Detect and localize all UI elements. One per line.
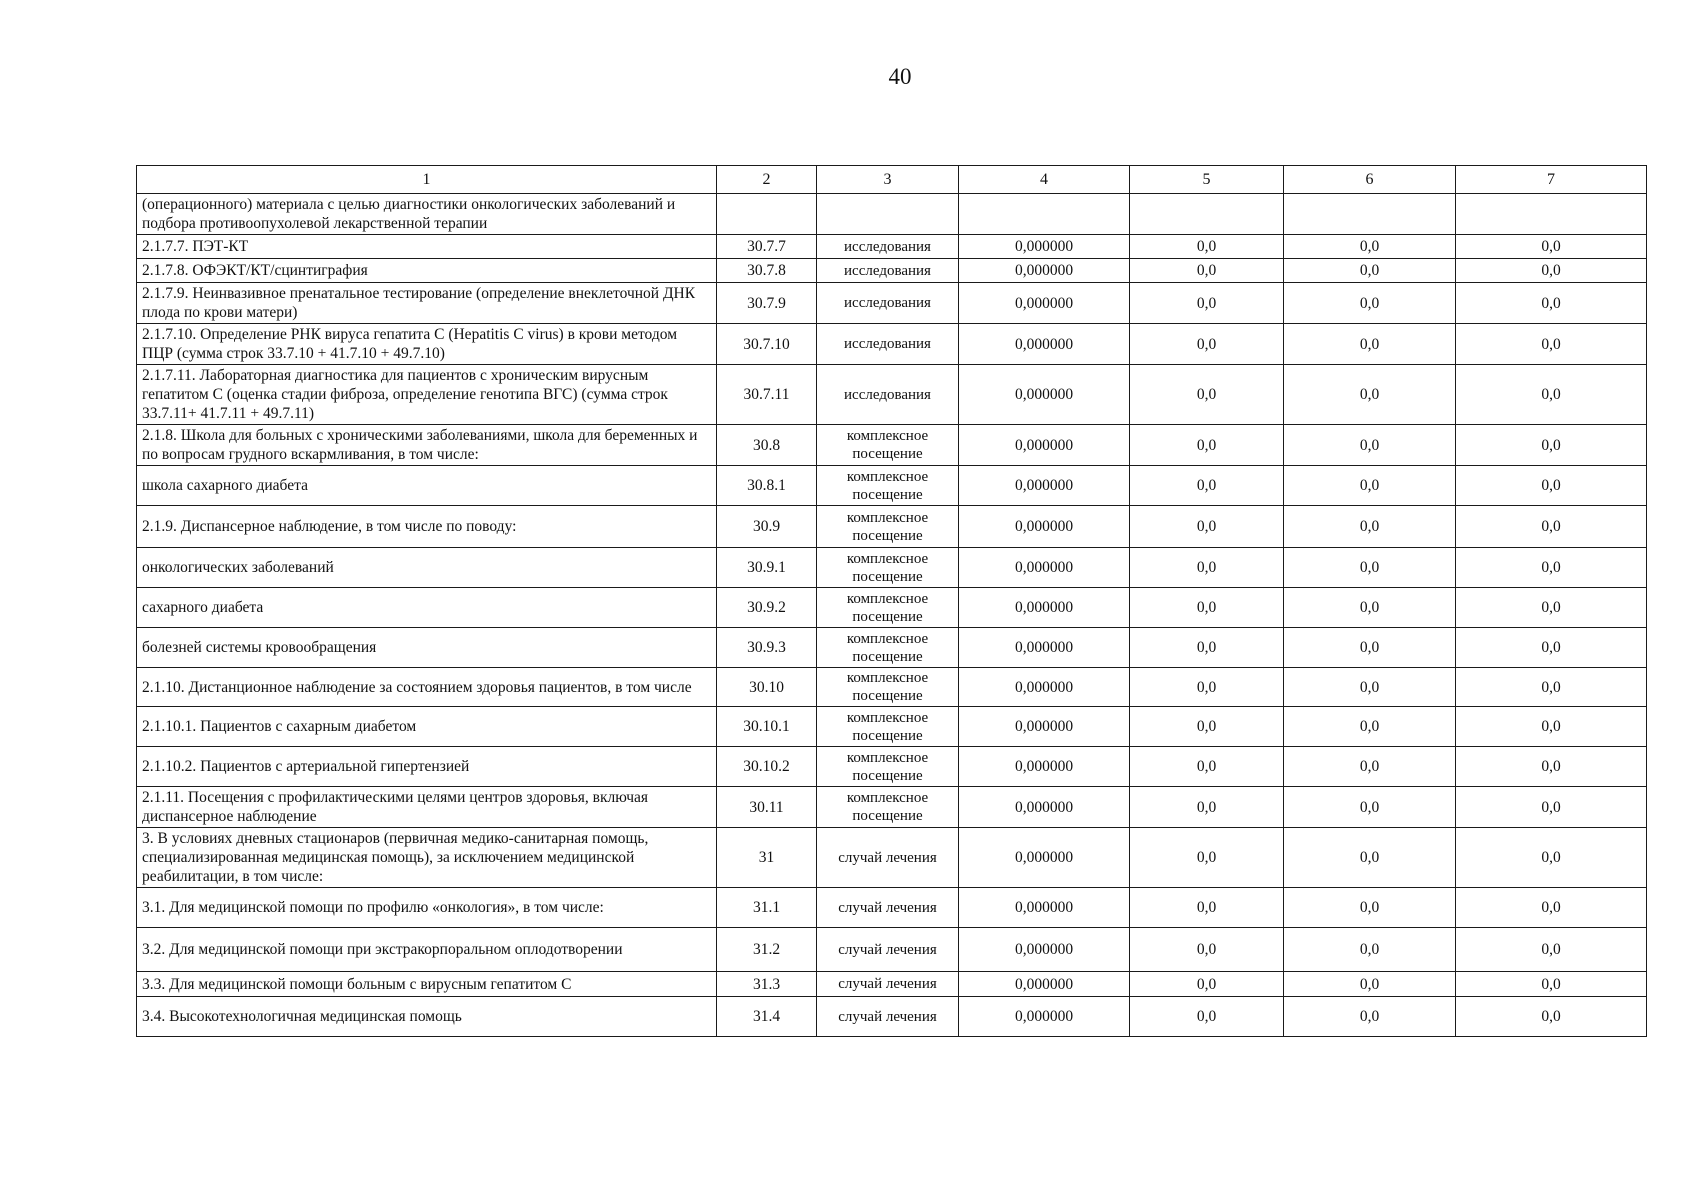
page-number: 40 [888, 64, 912, 89]
row-name-cell: 3.1. Для медицинской помощи по профилю «онкология», в том числе: [137, 888, 717, 928]
table-row [137, 259, 1647, 283]
row-value-col7-cell: 0,0 [1456, 628, 1647, 668]
row-value-col6-cell: 0,0 [1284, 828, 1456, 888]
row-value-col7-cell: 0,0 [1456, 972, 1647, 997]
row-value-col4-cell: 0,000000 [959, 787, 1130, 828]
row-name-cell: школа сахарного диабета [137, 466, 717, 506]
row-unit-cell: случай лечения [817, 928, 959, 972]
table-row [137, 588, 1647, 628]
row-value-col6-cell: 0,0 [1284, 548, 1456, 588]
table-row [137, 365, 1647, 425]
header-cell: 5 [1130, 166, 1284, 194]
row-value-col5-cell: 0,0 [1130, 668, 1284, 707]
row-value-col4-cell: 0,000000 [959, 668, 1130, 707]
row-unit-cell: случай лечения [817, 888, 959, 928]
row-code-cell: 30.7.9 [717, 283, 817, 324]
table-row [137, 997, 1647, 1037]
row-name-cell: 2.1.9. Диспансерное наблюдение, в том числе по поводу: [137, 506, 717, 548]
table-row [137, 235, 1647, 259]
row-name-cell: болезней системы кровообращения [137, 628, 717, 668]
row-value-col7-cell: 0,0 [1456, 425, 1647, 466]
table-row [137, 787, 1647, 828]
row-code-cell: 31.4 [717, 997, 817, 1037]
header-cell: 6 [1284, 166, 1456, 194]
row-value-col6-cell: 0,0 [1284, 324, 1456, 365]
row-value-col7-cell: 0,0 [1456, 548, 1647, 588]
row-value-col6-cell: 0,0 [1284, 235, 1456, 259]
row-code-cell: 30.10 [717, 668, 817, 707]
row-value-col5-cell: 0,0 [1130, 365, 1284, 425]
row-unit-cell: комплексное посещение [817, 466, 959, 506]
table-row [137, 888, 1647, 928]
row-value-col6-cell: 0,0 [1284, 283, 1456, 324]
row-code-cell: 30.7.11 [717, 365, 817, 425]
row-code-cell: 30.10.2 [717, 747, 817, 787]
row-value-col5-cell: 0,0 [1130, 928, 1284, 972]
row-value-col7-cell: 0,0 [1456, 997, 1647, 1037]
row-unit-cell: комплексное посещение [817, 747, 959, 787]
row-value-col7-cell: 0,0 [1456, 888, 1647, 928]
row-value-col5-cell: 0,0 [1130, 425, 1284, 466]
row-value-col6-cell: 0,0 [1284, 747, 1456, 787]
row-code-cell [717, 194, 817, 235]
row-code-cell: 30.7.7 [717, 235, 817, 259]
table-row [137, 628, 1647, 668]
row-value-col5-cell: 0,0 [1130, 888, 1284, 928]
row-value-col5-cell: 0,0 [1130, 506, 1284, 548]
header-cell: 2 [717, 166, 817, 194]
row-value-col6-cell: 0,0 [1284, 425, 1456, 466]
row-code-cell: 31.2 [717, 928, 817, 972]
row-name-cell: 3.2. Для медицинской помощи при экстракорпоральном оплодотворении [137, 928, 717, 972]
row-name-cell: 2.1.10.1. Пациентов с сахарным диабетом [137, 707, 717, 747]
table-row [137, 972, 1647, 997]
row-value-col5-cell: 0,0 [1130, 466, 1284, 506]
table-row [137, 707, 1647, 747]
row-unit-cell: комплексное посещение [817, 588, 959, 628]
row-value-col4-cell: 0,000000 [959, 235, 1130, 259]
row-value-col5-cell: 0,0 [1130, 707, 1284, 747]
row-value-col6-cell: 0,0 [1284, 997, 1456, 1037]
row-code-cell: 30.9.3 [717, 628, 817, 668]
row-value-col7-cell: 0,0 [1456, 787, 1647, 828]
row-value-col7-cell: 0,0 [1456, 324, 1647, 365]
row-value-col7-cell: 0,0 [1456, 747, 1647, 787]
row-unit-cell: комплексное посещение [817, 548, 959, 588]
row-value-col7-cell: 0,0 [1456, 365, 1647, 425]
row-value-col4-cell: 0,000000 [959, 324, 1130, 365]
row-name-cell: 2.1.11. Посещения с профилактическими целями центров здоровья, включая диспансерное наблюдение [137, 787, 717, 828]
row-value-col4-cell: 0,000000 [959, 628, 1130, 668]
row-value-col4-cell: 0,000000 [959, 588, 1130, 628]
header-cell: 4 [959, 166, 1130, 194]
row-value-col6-cell: 0,0 [1284, 787, 1456, 828]
table-row [137, 747, 1647, 787]
row-value-col7-cell: 0,0 [1456, 506, 1647, 548]
row-value-col7-cell: 0,0 [1456, 668, 1647, 707]
table-row [137, 425, 1647, 466]
row-value-col5-cell: 0,0 [1130, 997, 1284, 1037]
table-row [137, 928, 1647, 972]
table-row [137, 668, 1647, 707]
row-value-col4-cell: 0,000000 [959, 888, 1130, 928]
row-unit-cell: исследования [817, 324, 959, 365]
row-value-col6-cell: 0,0 [1284, 972, 1456, 997]
row-value-col5-cell: 0,0 [1130, 787, 1284, 828]
row-unit-cell: исследования [817, 283, 959, 324]
row-name-cell: 2.1.7.11. Лабораторная диагностика для пациентов с хроническим вирусным гепатитом С (оценка стадии фиброза, определение генотипа ВГС) (сумма строк 33.7.11+ 41.7.11 + 49.7.11) [137, 365, 717, 425]
row-value-col4-cell: 0,000000 [959, 997, 1130, 1037]
row-value-col5-cell: 0,0 [1130, 588, 1284, 628]
row-code-cell: 30.7.8 [717, 259, 817, 283]
row-name-cell: (операционного) материала с целью диагностики онкологических заболеваний и подбора противоопухолевой лекарственной терапии [137, 194, 717, 235]
table-row [137, 548, 1647, 588]
row-value-col5-cell: 0,0 [1130, 972, 1284, 997]
row-unit-cell: комплексное посещение [817, 506, 959, 548]
row-code-cell: 30.11 [717, 787, 817, 828]
row-code-cell: 30.9.2 [717, 588, 817, 628]
row-value-col7-cell: 0,0 [1456, 588, 1647, 628]
row-value-col7-cell: 0,0 [1456, 707, 1647, 747]
row-value-col4-cell: 0,000000 [959, 425, 1130, 466]
row-value-col6-cell: 0,0 [1284, 668, 1456, 707]
table-row [137, 466, 1647, 506]
row-code-cell: 31 [717, 828, 817, 888]
row-name-cell: онкологических заболеваний [137, 548, 717, 588]
row-code-cell: 30.8 [717, 425, 817, 466]
row-name-cell: 2.1.10.2. Пациентов с артериальной гипертензией [137, 747, 717, 787]
row-unit-cell: комплексное посещение [817, 707, 959, 747]
row-name-cell: 2.1.7.10. Определение РНК вируса гепатита С (Hepatitis С virus) в крови методом ПЦР (сумма строк 33.7.10 + 41.7.10 + 49.7.10) [137, 324, 717, 365]
row-code-cell: 30.9 [717, 506, 817, 548]
row-value-col4-cell: 0,000000 [959, 548, 1130, 588]
row-unit-cell: комплексное посещение [817, 628, 959, 668]
row-code-cell: 31.3 [717, 972, 817, 997]
row-value-col5-cell: 0,0 [1130, 235, 1284, 259]
row-value-col7-cell: 0,0 [1456, 928, 1647, 972]
row-value-col4-cell: 0,000000 [959, 365, 1130, 425]
table-row [137, 324, 1647, 365]
row-unit-cell [817, 194, 959, 235]
row-name-cell: 2.1.8. Школа для больных с хроническими заболеваниями, школа для беременных и по вопросам грудного вскармливания, в том числе: [137, 425, 717, 466]
row-value-col5-cell: 0,0 [1130, 548, 1284, 588]
row-value-col7-cell: 0,0 [1456, 283, 1647, 324]
row-name-cell: 3. В условиях дневных стационаров (первичная медико-санитарная помощь, специализированная медицинская помощь), за исключением медицинской реабилитации, в том числе: [137, 828, 717, 888]
row-value-col4-cell: 0,000000 [959, 972, 1130, 997]
row-value-col6-cell: 0,0 [1284, 707, 1456, 747]
row-name-cell: 3.3. Для медицинской помощи больным с вирусным гепатитом С [137, 972, 717, 997]
header-cell: 3 [817, 166, 959, 194]
row-unit-cell: исследования [817, 259, 959, 283]
row-unit-cell: случай лечения [817, 997, 959, 1037]
row-unit-cell: исследования [817, 365, 959, 425]
row-code-cell: 30.9.1 [717, 548, 817, 588]
row-value-col4-cell: 0,000000 [959, 707, 1130, 747]
row-name-cell: сахарного диабета [137, 588, 717, 628]
row-value-col5-cell: 0,0 [1130, 324, 1284, 365]
row-name-cell: 2.1.7.9. Неинвазивное пренатальное тестирование (определение внеклеточной ДНК плода по крови матери) [137, 283, 717, 324]
row-value-col6-cell: 0,0 [1284, 466, 1456, 506]
row-code-cell: 30.8.1 [717, 466, 817, 506]
table-body [137, 194, 1647, 1037]
row-value-col5-cell: 0,0 [1130, 628, 1284, 668]
row-value-col7-cell: 0,0 [1456, 466, 1647, 506]
row-unit-cell: комплексное посещение [817, 787, 959, 828]
row-code-cell: 30.10.1 [717, 707, 817, 747]
header-row [137, 166, 1647, 194]
row-value-col6-cell: 0,0 [1284, 506, 1456, 548]
row-value-col4-cell: 0,000000 [959, 283, 1130, 324]
row-value-col6-cell: 0,0 [1284, 259, 1456, 283]
table-row [137, 506, 1647, 548]
row-name-cell: 2.1.7.8. ОФЭКТ/КТ/сцинтиграфия [137, 259, 717, 283]
row-value-col4-cell [959, 194, 1130, 235]
row-code-cell: 31.1 [717, 888, 817, 928]
row-name-cell: 2.1.10. Дистанционное наблюдение за состоянием здоровья пациентов, в том числе [137, 668, 717, 707]
header-cell: 7 [1456, 166, 1647, 194]
row-unit-cell: исследования [817, 235, 959, 259]
row-name-cell: 2.1.7.7. ПЭТ-КТ [137, 235, 717, 259]
row-value-col5-cell [1130, 194, 1284, 235]
row-value-col6-cell: 0,0 [1284, 588, 1456, 628]
row-value-col4-cell: 0,000000 [959, 928, 1130, 972]
row-value-col5-cell: 0,0 [1130, 283, 1284, 324]
row-value-col4-cell: 0,000000 [959, 259, 1130, 283]
row-unit-cell: комплексное посещение [817, 425, 959, 466]
row-unit-cell: случай лечения [817, 972, 959, 997]
row-value-col4-cell: 0,000000 [959, 466, 1130, 506]
row-value-col5-cell: 0,0 [1130, 259, 1284, 283]
row-name-cell: 3.4. Высокотехнологичная медицинская помощь [137, 997, 717, 1037]
row-code-cell: 30.7.10 [717, 324, 817, 365]
row-value-col7-cell [1456, 194, 1647, 235]
row-value-col6-cell: 0,0 [1284, 888, 1456, 928]
table-row [137, 828, 1647, 888]
row-unit-cell: комплексное посещение [817, 668, 959, 707]
row-value-col6-cell: 0,0 [1284, 928, 1456, 972]
row-value-col7-cell: 0,0 [1456, 259, 1647, 283]
table-row [137, 283, 1647, 324]
row-value-col5-cell: 0,0 [1130, 828, 1284, 888]
row-value-col4-cell: 0,000000 [959, 506, 1130, 548]
row-value-col7-cell: 0,0 [1456, 235, 1647, 259]
row-unit-cell: случай лечения [817, 828, 959, 888]
header-cell: 1 [137, 166, 717, 194]
row-value-col4-cell: 0,000000 [959, 747, 1130, 787]
row-value-col6-cell [1284, 194, 1456, 235]
row-value-col4-cell: 0,000000 [959, 828, 1130, 888]
data-table [136, 165, 1647, 1037]
row-value-col7-cell: 0,0 [1456, 828, 1647, 888]
table-row [137, 194, 1647, 235]
row-value-col5-cell: 0,0 [1130, 747, 1284, 787]
row-value-col6-cell: 0,0 [1284, 628, 1456, 668]
row-value-col6-cell: 0,0 [1284, 365, 1456, 425]
